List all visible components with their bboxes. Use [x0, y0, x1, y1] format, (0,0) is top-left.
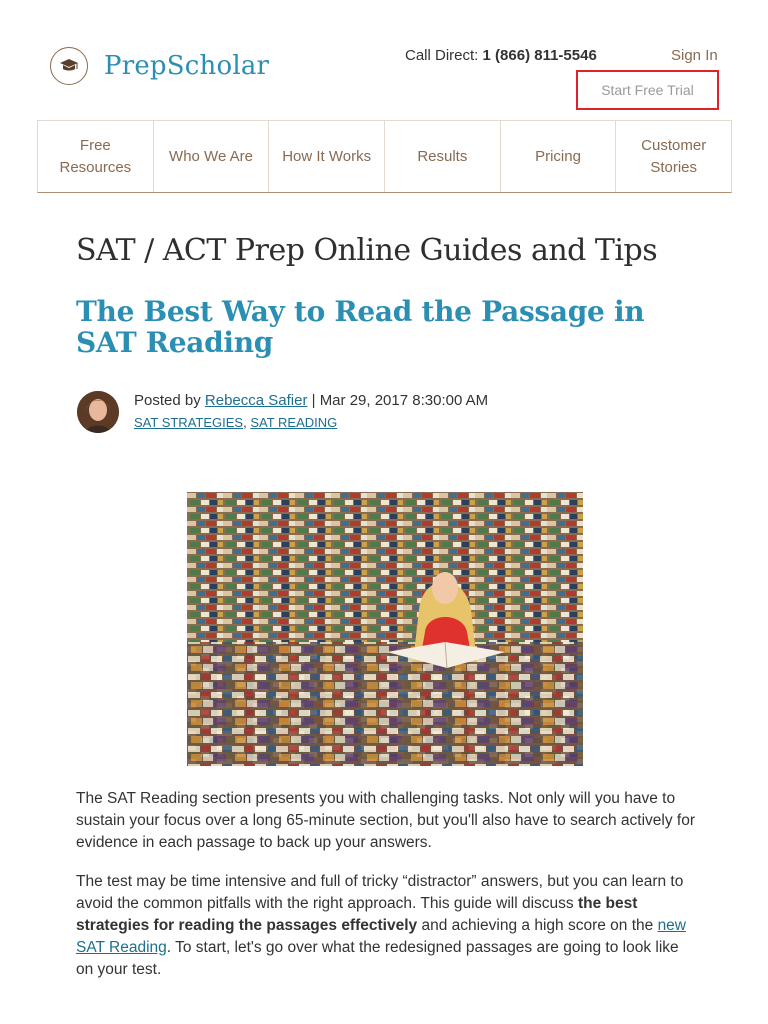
author-portrait-icon	[77, 391, 119, 433]
p2-text-end: . To start, let's go over what the redesigned passages are going to look like on your test.	[76, 939, 679, 978]
p2-text-mid: and achieving a high score on the	[417, 917, 658, 934]
post-meta	[134, 392, 488, 409]
call-number[interactable]: 1 (866) 811-5546	[482, 47, 597, 64]
nav-item-how-it-works[interactable]: How It Works	[269, 121, 385, 192]
call-direct	[405, 47, 597, 64]
section-title: SAT / ACT Prep Online Guides and Tips	[76, 233, 658, 268]
author-avatar	[77, 391, 119, 433]
graduation-cap-icon	[59, 58, 79, 74]
nav-item-who-we-are[interactable]: Who We Are	[154, 121, 270, 192]
post-title: The Best Way to Read the Passage in SAT Reading	[76, 295, 645, 359]
nav-item-customer-stories[interactable]: Customer Stories	[641, 136, 707, 176]
hero-image	[187, 492, 583, 766]
nav-item-results[interactable]: Results	[385, 121, 501, 192]
tag-separator: ,	[243, 415, 251, 430]
new-sat-reading-link[interactable]: new SAT Reading	[76, 917, 686, 956]
post-tags	[134, 415, 337, 430]
post-date: Mar 29, 2017 8:30:00 AM	[319, 392, 489, 409]
meta-separator: |	[307, 392, 320, 409]
nav-item-free-resources[interactable]: Free Resources	[38, 121, 154, 192]
tag-sat-strategies[interactable]: SAT STRATEGIES	[134, 415, 244, 430]
sign-in-link[interactable]: Sign In	[671, 47, 718, 64]
logo-text[interactable]: PrepScholar	[104, 51, 270, 81]
call-label: Call Direct:	[405, 47, 479, 64]
nav-item-pricing[interactable]: Pricing	[501, 121, 617, 192]
p2-bold-text: the best strategies for reading the passages effectively	[76, 895, 638, 934]
posted-by-label: Posted by	[134, 392, 201, 409]
author-link[interactable]: Rebecca Safier	[204, 392, 308, 409]
intro-paragraph: The SAT Reading section presents you with challenging tasks. Not only will you have to sustain your focus over a long 65-minute section, but you'll also have to search actively for evidence in each passage to back up your answers.	[76, 790, 695, 851]
logo-icon[interactable]	[50, 47, 88, 85]
tag-sat-reading[interactable]: SAT READING	[250, 415, 338, 430]
p2-text-start: The test may be time intensive and full of tricky “distractor” answers, but you can learn to avoid the common pitfalls with the right approach. This guide will discuss	[76, 873, 684, 912]
main-nav	[37, 120, 732, 193]
start-free-trial-button[interactable]: Start Free Trial	[576, 70, 719, 110]
second-paragraph	[76, 871, 696, 981]
books-reader-illustration	[187, 492, 583, 766]
